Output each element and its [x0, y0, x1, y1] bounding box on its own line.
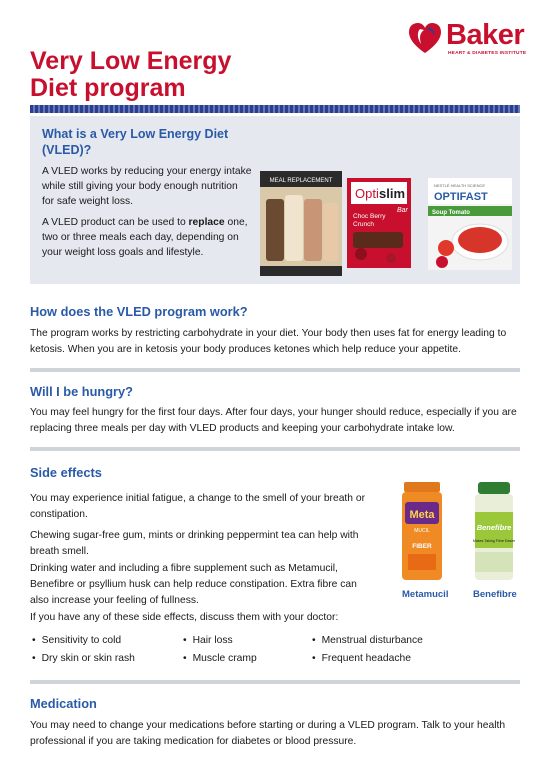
benefibre-jar-sub: Makes Taking Fibre Easier	[472, 539, 516, 543]
metamucil-jar-image	[400, 482, 444, 582]
list-item: • Sensitivity to cold	[32, 632, 135, 650]
title-line-2: Diet program	[30, 74, 186, 102]
intro-para2-bold: replace	[188, 217, 225, 228]
optislim-flavour-line2: Crunch	[353, 221, 374, 228]
how-heading: How does the VLED program work?	[30, 304, 248, 319]
list-item: • Muscle cramp	[183, 650, 257, 668]
intro-para2-end: one, two or three meals each day, depending on your weight loss goals and lifestyle.	[42, 217, 248, 258]
intro-paragraph-2	[42, 215, 252, 260]
intro-text	[42, 164, 252, 266]
section-divider	[30, 447, 520, 451]
medication-text: You may need to change your medications before starting or during a VLED program. Talk to your health professional if you are taking medication for diabetes or blood pressure.	[30, 720, 506, 747]
benefibre-label: Benefibre	[473, 589, 517, 600]
side-effects-paragraph-3: Drinking water and including a fibre supplement such as Metamucil, Benefibre or psyllium husk can help reduce constipation. Extra fibre can also increase your feeling of fullness.	[30, 563, 357, 606]
optifast-flavour: Soup Tomato	[432, 210, 470, 216]
intro-para2-start: A VLED product can be used to	[42, 217, 189, 228]
medication-heading: Medication	[30, 696, 97, 711]
meal-replacement-box-image	[260, 171, 342, 276]
heart-logo-icon	[408, 22, 442, 56]
hungry-heading: Will I be hungry?	[30, 384, 133, 399]
intro-paragraph-1: A VLED works by reducing your energy intake while still giving your body enough nutrition for safe weight loss.	[42, 166, 252, 207]
list-item: • Menstrual disturbance	[312, 632, 423, 650]
brand-name: Baker	[446, 19, 525, 51]
side-effects-paragraph-2: Chewing sugar-free gum, mints or drinking peppermint tea can help with breath smell.	[30, 530, 359, 557]
side-effects-column-3	[312, 632, 423, 668]
metamucil-label: Metamucil	[402, 589, 449, 600]
intro-heading: What is a Very Low Energy Diet (VLED)?	[42, 127, 229, 157]
meal-replacement-label: MEAL REPLACEMENT	[269, 178, 333, 184]
metamucil-jar-name: Meta	[409, 509, 435, 521]
optislim-brand-a: Opti	[355, 186, 379, 201]
optifast-brand: OPTIFAST	[434, 191, 488, 203]
optislim-flavour-line1: Choc Berry	[353, 213, 386, 220]
page-title	[30, 48, 231, 102]
baker-logo	[408, 19, 528, 58]
hungry-text: You may feel hungry for the first four days. After four days, your hunger should reduce, especially if you are replacing three meals per day with VLED products and keeping your carbohydrate intake low.	[30, 407, 517, 434]
brand-tagline: HEART & DIABETES INSTITUTE	[448, 51, 527, 56]
side-effects-column-2	[183, 632, 257, 668]
section-divider	[30, 680, 520, 684]
metamucil-jar-fiber: FIBER	[412, 543, 432, 550]
section-divider	[30, 368, 520, 372]
side-effects-heading: Side effects	[30, 465, 102, 480]
how-text: The program works by restricting carbohydrate in your diet. Your body then uses fat for energy leading to ketosis. When you are in ketosis your body produces ketones which help reduce your appetite.	[30, 328, 507, 355]
metamucil-jar-sub: MUCIL	[414, 528, 430, 534]
list-item: • Frequent headache	[312, 650, 423, 668]
benefibre-jar-image	[472, 482, 516, 582]
list-item: • Dry skin or skin rash	[32, 650, 135, 668]
title-divider-bar	[30, 105, 520, 113]
list-item: • Hair loss	[183, 632, 257, 650]
side-effects-column-1	[32, 632, 135, 668]
side-effects-paragraph-1: You may experience initial fatigue, a change to the smell of your breath or constipation.	[30, 493, 366, 520]
optifast-soup-box-image	[428, 178, 512, 270]
optifast-maker: NESTLÉ HEALTH SCIENCE	[434, 183, 486, 188]
optislim-brand-b: slim	[379, 186, 406, 201]
optislim-bar-box-image	[347, 178, 411, 268]
side-effects-paragraph-4: If you have any of these side effects, discuss them with your doctor:	[30, 612, 339, 623]
intro-panel	[30, 116, 520, 284]
title-line-1: Very Low Energy	[30, 47, 232, 75]
benefibre-jar-name: Benefibre	[476, 523, 512, 532]
optislim-bar-label: Bar	[397, 207, 408, 214]
